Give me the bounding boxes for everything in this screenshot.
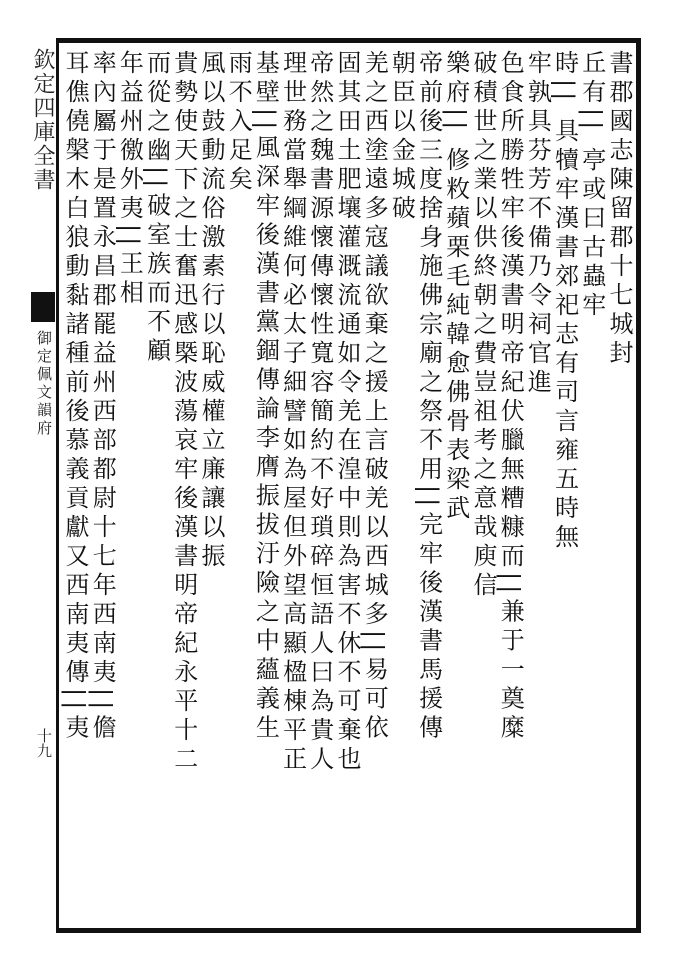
- text-column: 樂府|| 修敉蘋栗毛純韓愈佛骨表梁武: [441, 50, 470, 524]
- text-column: 書郡國志陳留郡十七城封: [605, 50, 633, 369]
- fishtail-mark: [31, 292, 55, 322]
- text-column: 羌之西塗遠多寇議欲棄之援上言破羌以西城多||易可依: [360, 50, 389, 744]
- text-column: 年益州徼外夷||王相: [115, 50, 144, 309]
- margin-book-subtitle: 御定佩文韻府: [35, 330, 53, 438]
- frame-top-border: [56, 38, 640, 43]
- text-column: 帝然之魏書源懷傳懷性寬容簡約不好瑣碎恒語人曰為貴人: [305, 50, 334, 775]
- frame-left-border: [56, 38, 59, 933]
- text-column: 率內屬于是置永昌郡罷益州西部都尉十七年西南夷||儋: [88, 50, 117, 744]
- text-column: 牢孰具芬芳不備乃令祠官進: [523, 50, 552, 398]
- text-column: 而從之幽||破室族而不顧: [142, 50, 171, 367]
- text-column: 時|| 具犢牢漢書郊祀志有司言雍五時無: [550, 50, 579, 553]
- margin-book-title: 欽定四庫全書: [30, 48, 55, 192]
- text-column: 理世務當舉綱維何必太子細譬如為屋但外望高顯楹棟平正: [278, 50, 307, 775]
- frame-right-border: [636, 38, 641, 933]
- text-column: 丘有|| 亭或曰古蟲牢: [577, 50, 606, 321]
- text-column: 風以鼓動流俗激素行以恥威權立廉讓以振: [197, 50, 225, 572]
- text-column: 色食所勝牲牢後漢書明帝紀伏臘無糟糠而||兼于一奠糜: [496, 50, 525, 744]
- margin-page-number: 十九: [35, 728, 53, 758]
- text-column: 帝前後三度捨身施佛宗廟之祭不用||完牢後漢書馬援傳: [414, 50, 443, 744]
- frame-bottom-border: [56, 928, 640, 933]
- text-column: 基壁||風深牢後漢書黨錮傳論李膺振拔汙險之中蘊義生: [251, 50, 280, 744]
- text-column: 耳僬僥槃木白狼動黏諸種前後慕義貢獻又西南夷傳||夷: [61, 50, 89, 744]
- text-column: 朝臣以金城破: [387, 50, 416, 224]
- text-column: 固其田土肥壤灌溉流通如令羌在湟中則為害不休不可棄也: [333, 50, 361, 775]
- text-column: 破積世之業以供終朝之費豈祖考之意哉庾信: [469, 50, 497, 601]
- text-column: 貴勢使天下之士奮迅感槩波蕩哀牢後漢書明帝紀永平十二: [169, 50, 198, 775]
- text-column: 雨不入足矣: [224, 50, 253, 195]
